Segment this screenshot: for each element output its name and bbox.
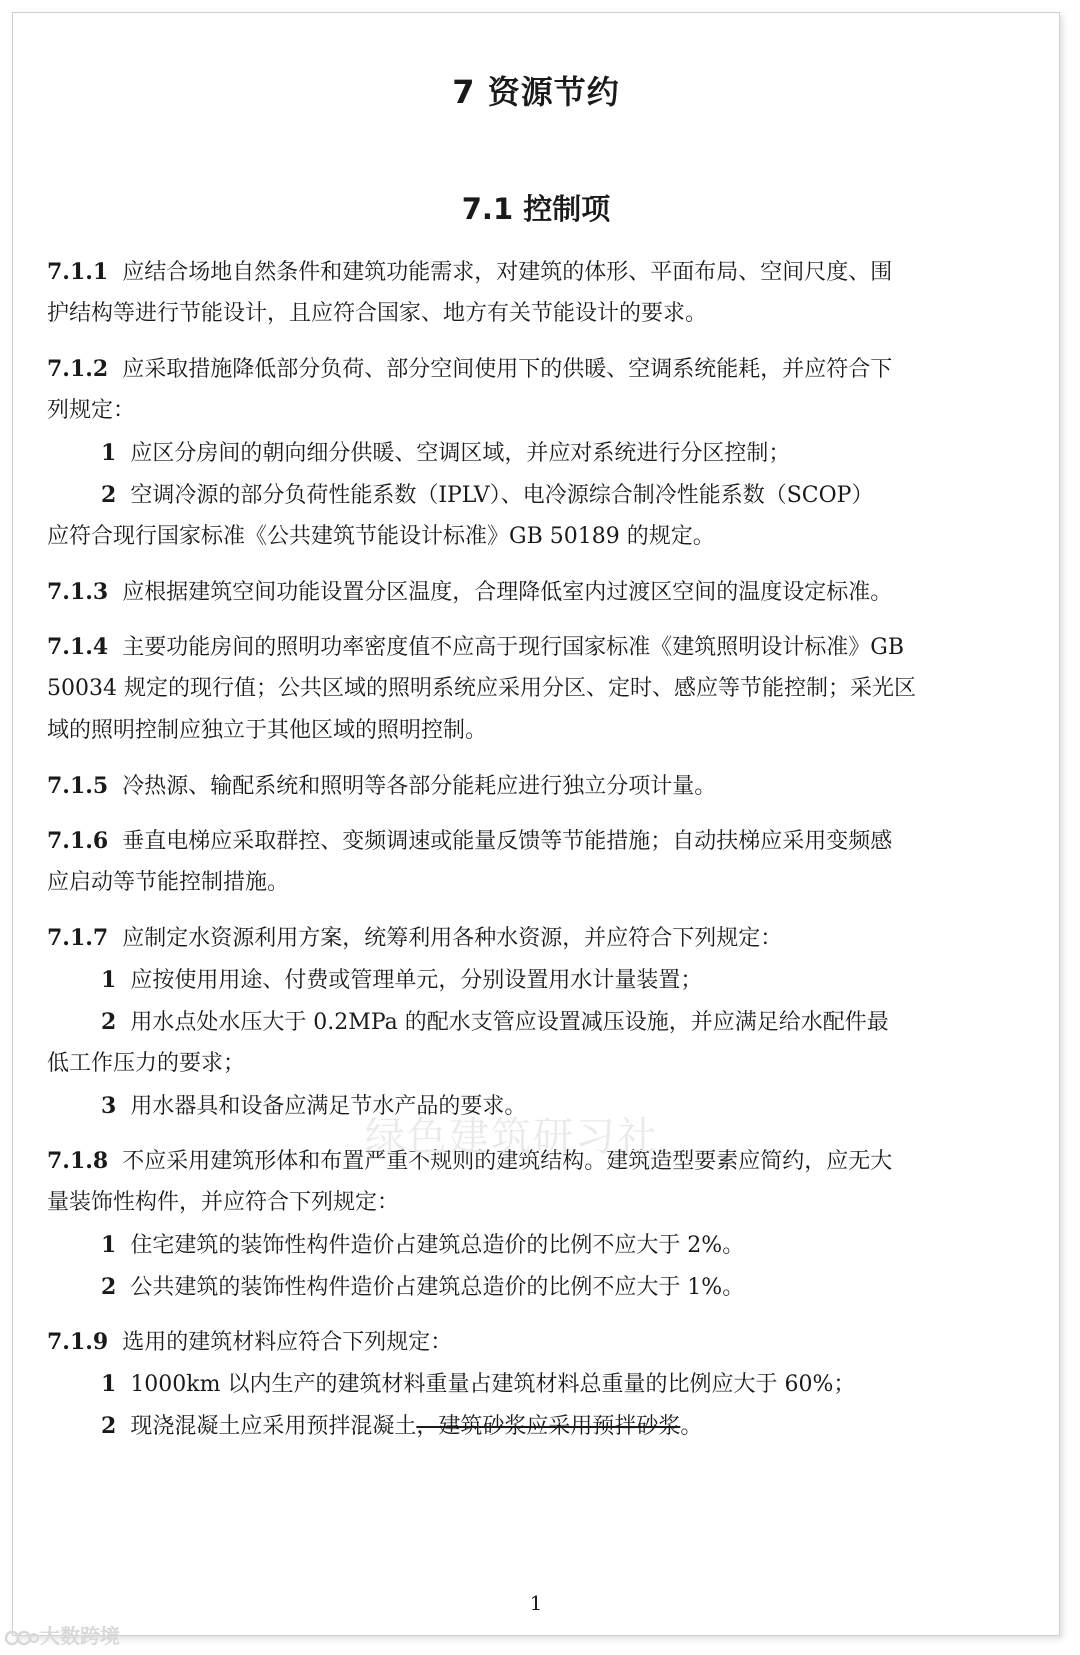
clause-7-1-2 [47,348,1055,558]
clause-text: 应启动等节能控制措施。 [47,870,290,895]
brand-logo [4,1620,120,1649]
clause-text: 列规定： [47,398,136,423]
clause-number: 7.1.4 [47,634,109,660]
item-text: 空调冷源的部分负荷性能系数（IPLV）、电冷源综合制冷性能系数（SCOP） [130,483,874,508]
clause-7-1-3 [47,571,1055,613]
struck-text: ，建筑砂浆应采用预拌砂浆 [416,1414,681,1439]
clause-text: 应根据建筑空间功能设置分区温度，合理降低室内过渡区空间的温度设定标准。 [122,580,893,605]
item-number: 1 [101,1232,117,1258]
clause-text: 垂直电梯应采取群控、变频调速或能量反馈等节能措施；自动扶梯应采用变频感 [122,829,893,854]
clause-7-1-4 [47,626,1055,752]
item-text: 应按使用用途、付费或管理单元，分别设置用水计量装置； [130,968,703,993]
clause-text: 应采取措施降低部分负荷、部分空间使用下的供暖、空调系统能耗，并应符合下 [122,357,893,382]
clause-number: 7.1.1 [47,259,109,285]
item-text-end: 。 [680,1414,703,1439]
clause-text: 应制定水资源利用方案，统筹利用各种水资源，并应符合下列规定： [122,926,783,951]
brand-name: 大数跨境 [40,1624,120,1648]
watermark: 绿色建筑研习社 [365,1114,659,1160]
clause-text: 50034 规定的现行值；公共区域的照明系统应采用分区、定时、感应等节能控制；采光区 [47,676,916,701]
clause-number: 7.1.7 [47,925,109,951]
item-number: 2 [101,1009,117,1035]
item-number: 1 [101,440,117,466]
clause-text: 主要功能房间的照明功率密度值不应高于现行国家标准《建筑照明设计标准》GB [122,635,904,660]
clause-text: 选用的建筑材料应符合下列规定： [122,1330,453,1355]
item-text: 低工作压力的要求； [47,1051,246,1076]
item-text: 应符合现行国家标准《公共建筑节能设计标准》GB 50189 的规定。 [47,524,715,549]
item-text: 用水器具和设备应满足节水产品的要求。 [130,1094,527,1119]
item-text: 用水点处水压大于 0.2MPa 的配水支管应设置减压设施，并应满足给水配件最 [130,1010,889,1035]
clause-text: 量装饰性构件，并应符合下列规定： [47,1190,400,1215]
item-number: 3 [101,1093,117,1119]
item-number: 2 [101,482,117,508]
clause-text: 不应采用建筑形体和布置严重不规则的建筑结构。建筑造型要素应简约，应无大 [122,1149,893,1174]
clause-7-1-1 [47,251,1055,335]
item-text: 公共建筑的装饰性构件造价占建筑总造价的比例不应大于 1%。 [130,1275,745,1300]
clause-list [47,251,1055,1460]
clause-7-1-5 [47,765,1055,807]
clause-text: 冷热源、输配系统和照明等各部分能耗应进行独立分项计量。 [122,774,717,799]
item-number: 2 [101,1274,117,1300]
page-number: 1 [529,1591,543,1615]
clause-number: 7.1.3 [47,579,109,605]
clause-7-1-7 [47,917,1055,1127]
item-text: 1000km 以内生产的建筑材料重量占建筑材料总重量的比例应大于 60%； [130,1372,856,1397]
clause-number: 7.1.8 [47,1148,109,1174]
document-page [12,12,1060,1636]
clause-number: 7.1.9 [47,1329,109,1355]
chapter-title: 7 资源节约 [452,73,620,111]
item-number: 1 [101,1371,117,1397]
clause-number: 7.1.2 [47,356,109,382]
item-text: 住宅建筑的装饰性构件造价占建筑总造价的比例不应大于 2%。 [130,1233,745,1258]
item-number: 1 [101,967,117,993]
clause-7-1-9 [47,1321,1055,1447]
item-number: 2 [101,1413,117,1439]
clause-7-1-8 [47,1140,1055,1308]
clause-number: 7.1.6 [47,828,109,854]
clause-text: 应结合场地自然条件和建筑功能需求，对建筑的体形、平面布局、空间尺度、围 [122,260,893,285]
clause-text: 域的照明控制应独立于其他区域的照明控制。 [47,718,488,743]
brand-icon [4,1628,40,1648]
section-title: 7.1 控制项 [461,192,611,226]
clause-text: 护结构等进行节能设计，且应符合国家、地方有关节能设计的要求。 [47,301,708,326]
clause-number: 7.1.5 [47,773,109,799]
item-text: 现浇混凝土应采用预拌混凝土 [130,1414,417,1439]
clause-7-1-6 [47,820,1055,904]
item-text: 应区分房间的朝向细分供暖、空调区域，并应对系统进行分区控制； [130,441,791,466]
